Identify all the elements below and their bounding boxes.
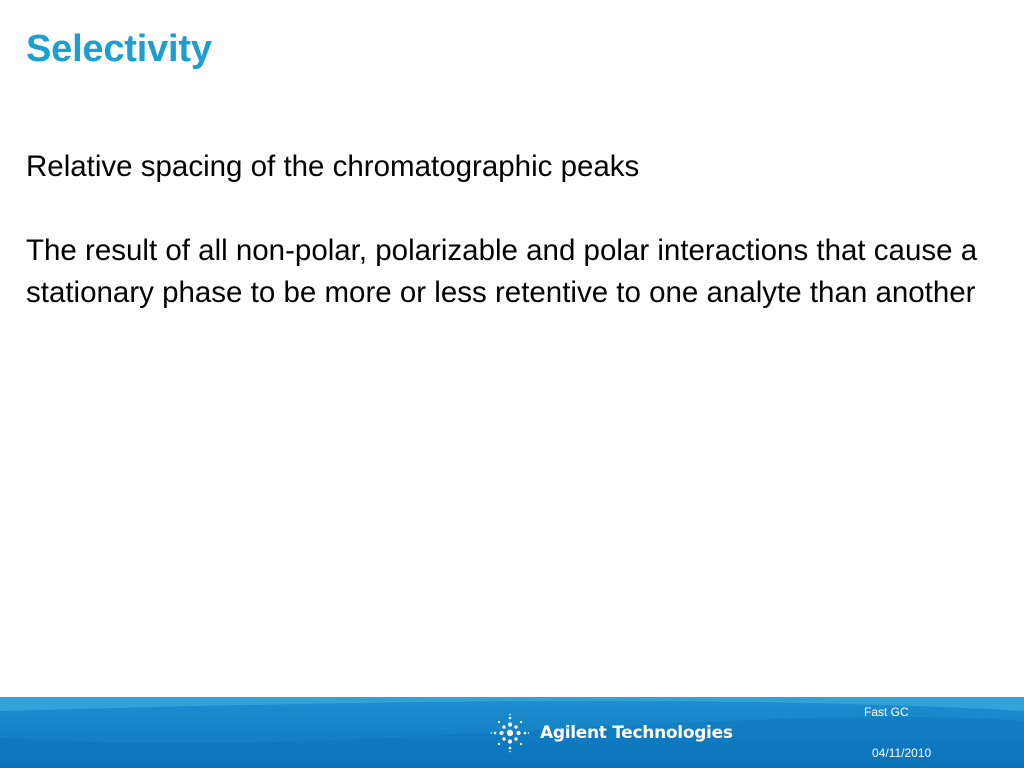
body-paragraph-1: Relative spacing of the chromatographic peaks [26, 150, 640, 183]
body-paragraph-2: The result of all non-polar, polarizable and polar interactions that cause a stationary phase to be more or less retentive to one analyte than another [26, 234, 978, 309]
slide-body [26, 146, 1006, 314]
agilent-logo [490, 713, 733, 753]
footer-date: 04/11/2010 [872, 746, 932, 760]
agilent-spark-icon [490, 713, 530, 753]
footer-presentation-label: Fast GC [864, 705, 909, 719]
brand-name: Agilent Technologies [540, 723, 733, 743]
footer-bar [0, 697, 1024, 768]
slide-title: Selectivity [26, 28, 212, 70]
